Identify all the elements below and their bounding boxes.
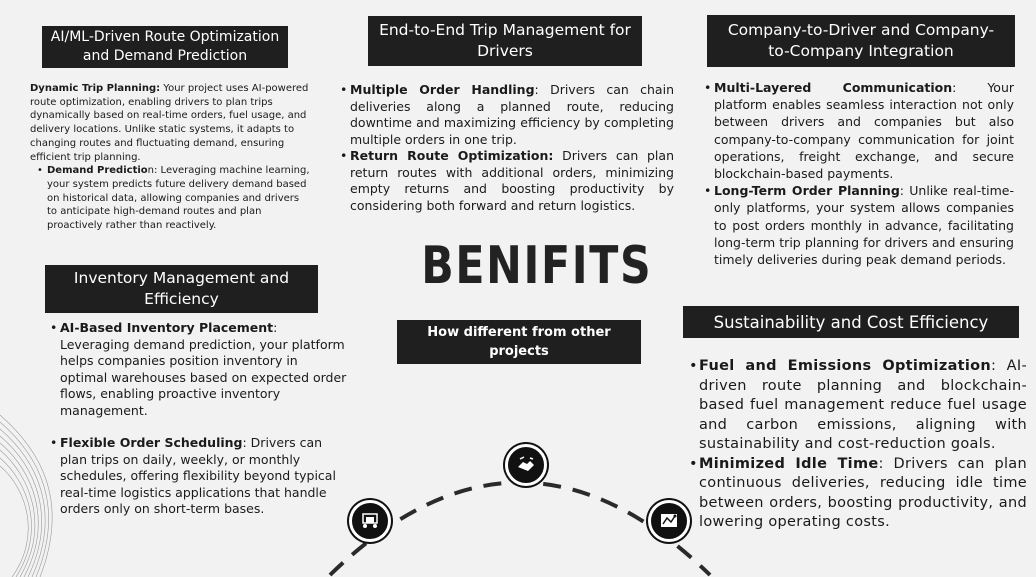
trip-title-line2: Drivers [477, 42, 533, 60]
map-route-icon [648, 500, 690, 542]
inventory-header [45, 265, 318, 313]
ai-ml-header [42, 26, 288, 68]
how-different-header [397, 320, 641, 364]
multiple-order-label: Multiple Order Handling [350, 82, 535, 97]
demand-prediction-label: Demand Predictio [47, 165, 148, 177]
fuel-emissions-label: Fuel and Emissions Optimization [699, 358, 992, 374]
idle-time-text: : Drivers can plan continuous deliveries, reducing idle time between orders, boosting productivity, and lowering operating costs. [699, 455, 1027, 530]
long-term-label: Long-Term Order Planning [714, 183, 900, 199]
long-term-text: : Unlike real-time-only platforms, your system allows companies to post orders monthly in advance, facilitating long-term trip planning for drivers and ensuring timely deliveries during peak demand periods. [714, 183, 1014, 268]
trip-body [350, 82, 674, 214]
return-route-text: Drivers can plan return routes with additional orders, minimizing empty returns and boosting productivity by considering both forward and return logistics. [350, 148, 674, 213]
ai-ml-title-line1: AI/ML-Driven Route Optimization [50, 29, 280, 45]
integration-title-line2: to-Company Integration [768, 42, 954, 60]
inventory-placement-label: AI-Based Inventory Placement [60, 320, 274, 335]
fuel-emissions-text: : AI-driven route planning and blockchain-based fuel management reduce fuel usage and carbon emissions, aligning with sustainability and cost-reduction goals. [699, 358, 1027, 452]
trip-title-line1: End-to-End Trip Management for [379, 21, 631, 39]
how-different-line2: projects [489, 344, 549, 359]
dynamic-trip-text: Your project uses AI-powered route optimization, enabling drivers to plan trips dynamically based on real-time orders, fuel usage, and delivery locations. Unlike static systems, it adapts to changing routes and fluctuating demand, ensuring efficient trip planning. [30, 83, 309, 163]
flexible-scheduling-text: : Drivers can plan trips on daily, weekly, or monthly schedules, offering flexibility beyond typical real-time logistics applications that handle orders only on short-term bases. [60, 435, 336, 516]
sustainability-header [683, 306, 1019, 338]
inventory-placement-text: : Leveraging demand prediction, your platform helps companies position inventory in optimal warehouses based on expected order flows, enabling proactive inventory management. [60, 320, 347, 418]
integration-header [707, 15, 1015, 67]
multi-layered-text: : Your platform enables seamless interaction not only between drivers and companies but also company-to-company communication for joint operations, freight exchange, and secure blockchain-based payments. [714, 80, 1015, 182]
multi-layered-label: Multi-Layered Communication [714, 80, 953, 95]
dynamic-trip-label: Dynamic Trip Planning: [30, 83, 161, 94]
flexible-scheduling-label: Flexible Order Scheduling [60, 435, 243, 450]
multiple-order-text: : Drivers can chain deliveries along a planned route, reducing downtime and maximizing efficiency by completing multiple orders in one trip. [350, 82, 674, 147]
ai-ml-title-line2: and Demand Prediction [82, 48, 248, 64]
handshake-icon [505, 444, 547, 486]
return-route-label: Return Route Optimization: [350, 148, 554, 163]
integration-body [714, 79, 1014, 268]
inventory-title-line1: Inventory Management and [73, 269, 290, 287]
demand-prediction-text: n: Leveraging machine learning, your system predicts future delivery demand based on historical data, allowing companies and drivers to anticipate high-demand routes and plan proactively rather than reactively. [47, 165, 310, 232]
sustainability-body [699, 357, 1027, 533]
trip-management-header [368, 16, 642, 66]
how-different-line1: How different from other [427, 325, 611, 340]
ai-ml-body [30, 82, 310, 233]
integration-title-line1: Company-to-Driver and Company- [727, 21, 995, 39]
main-title: BENIFITS [421, 236, 653, 296]
idle-time-label: Minimized Idle Time [699, 455, 879, 472]
sustainability-title: Sustainability and Cost Efficiency [713, 312, 989, 332]
inventory-title-line2: Efficiency [144, 290, 219, 308]
delivery-truck-icon [349, 500, 391, 542]
inventory-body [60, 320, 348, 518]
